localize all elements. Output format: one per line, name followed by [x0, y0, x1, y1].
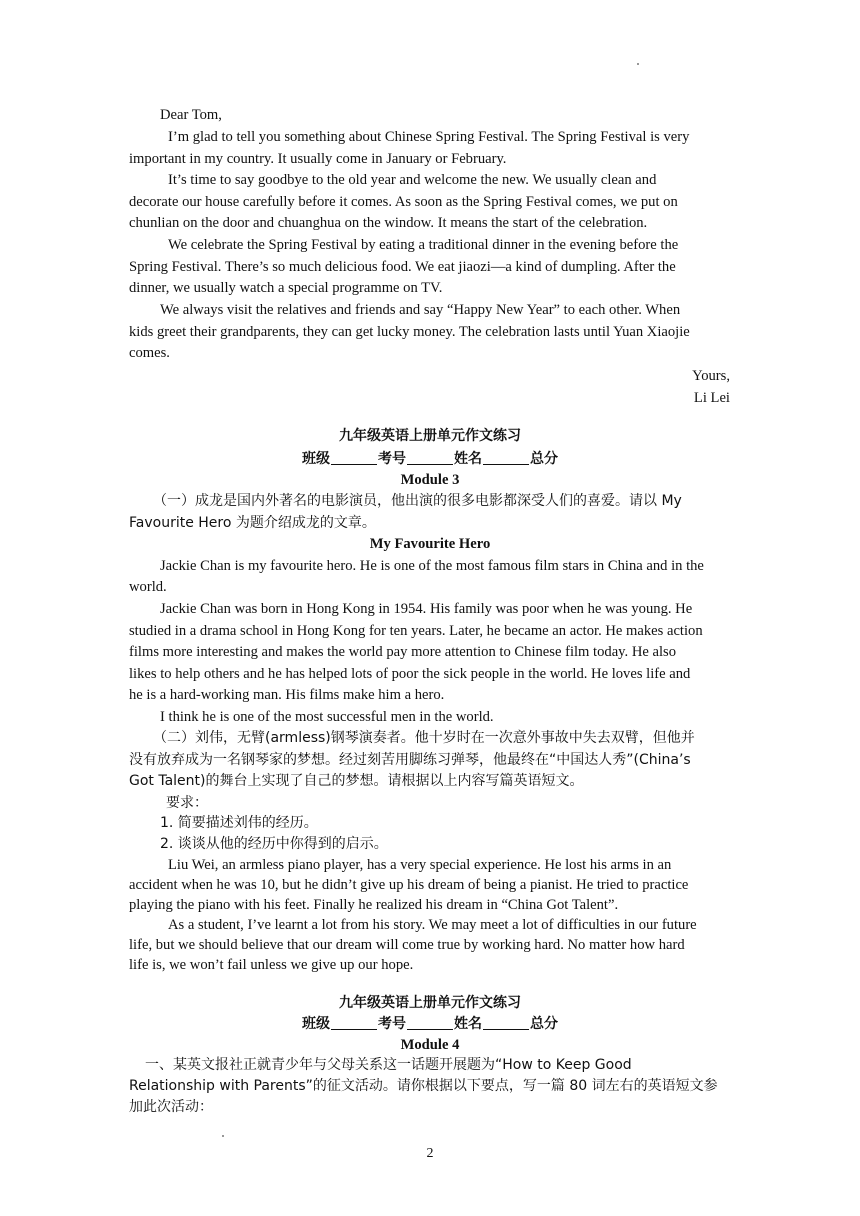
answer-text-line: accident when he was 10, but he didn’t give up his dream of being a pianist. He tried to practice: [129, 877, 689, 893]
requirements-label: 要求：: [166, 795, 208, 811]
essay-text-line: I think he is one of the most successful men in the world.: [160, 709, 494, 725]
task-prompt-line: （二）刘伟，无臂(armless)钢琴演奏者。他十岁时在一次意外事故中失去双臂，但他并: [153, 730, 695, 746]
name-label: 姓名: [454, 451, 482, 467]
class-label: 班级: [302, 451, 330, 467]
name-label: 姓名: [454, 1016, 482, 1032]
class-label: 班级: [302, 1016, 330, 1032]
answer-text-line: playing the piano with his feet. Finally he realized his dream in “China Got Talent”.: [129, 897, 619, 913]
answer-text-line: life, but we should believe that our dream will come true by working hard. No matter how hard: [129, 937, 685, 953]
letter-text-line: dinner, we usually watch a special programme on TV.: [129, 280, 443, 296]
exam-no-label: 考号: [378, 1016, 406, 1032]
task-prompt-line: 加此次活动：: [129, 1099, 213, 1115]
score-label: 总分: [530, 451, 558, 467]
task-prompt-line: Favourite Hero 为题介绍成龙的文章。: [129, 515, 376, 531]
answer-text-line: Liu Wei, an armless piano player, has a very special experience. He lost his arms in an: [168, 857, 672, 873]
task-prompt-line: 一、某英文报社正就青少年与父母关系这一话题开展题为“How to Keep Good: [145, 1057, 632, 1073]
exam-no-label: 考号: [378, 451, 406, 467]
letter-signature: Li Lei: [693, 390, 730, 406]
essay-text-line: world.: [129, 579, 167, 595]
section-title: 九年级英语上册单元作文练习: [339, 428, 521, 444]
essay-text-line: Jackie Chan was born in Hong Kong in 1954. His family was poor when he was young. He: [160, 601, 693, 617]
letter-closing: Yours,: [692, 368, 730, 384]
class-blank: [331, 450, 377, 465]
answer-text-line: life is, we won’t fail unless we give up our hope.: [129, 957, 414, 973]
score-label: 总分: [530, 1016, 558, 1032]
section-title: 九年级英语上册单元作文练习: [339, 995, 521, 1011]
task-prompt-line: Relationship with Parents”的征文活动。请你根据以下要点，写一篇 80 词左右的英语短文参: [129, 1078, 718, 1094]
letter-text-line: decorate our house carefully before it comes. As soon as the Spring Festival comes, we put on: [129, 194, 678, 210]
exam-no-blank: [407, 1015, 453, 1030]
answer-text-line: As a student, I’ve learnt a lot from his story. We may meet a lot of difficulties in our future: [168, 917, 697, 933]
task-prompt-line: （一）成龙是国内外著名的电影演员，他出演的很多电影都深受人们的喜爱。请以 My: [153, 493, 682, 509]
letter-text-line: chunlian on the door and chuanghua on the window. It means the start of the celebration.: [129, 215, 648, 231]
letter-text-line: I’m glad to tell you something about Chinese Spring Festival. The Spring Festival is very: [168, 129, 690, 145]
letter-text-line: We always visit the relatives and friends and say “Happy New Year” to each other. When: [160, 302, 681, 318]
student-info-row: [0, 1014, 860, 1035]
scan-speck: [222, 1135, 224, 1137]
letter-text-line: We celebrate the Spring Festival by eating a traditional dinner in the evening before the: [168, 237, 679, 253]
requirement-item: 1. 简要描述刘伟的经历。: [160, 815, 318, 831]
task-prompt-line: Got Talent)的舞台上实现了自己的梦想。请根据以上内容写篇英语短文。: [129, 773, 584, 789]
task-prompt-line: 没有放弃成为一名钢琴家的梦想。经过刻苦用脚练习弹琴，他最终在“中国达人秀”(China’s: [129, 752, 691, 768]
class-blank: [331, 1015, 377, 1030]
name-blank: [483, 1015, 529, 1030]
essay-text-line: Jackie Chan is my favourite hero. He is one of the most famous film stars in China and in the: [160, 558, 704, 574]
letter-text-line: important in my country. It usually come in January or February.: [129, 151, 507, 167]
module-heading: Module 4: [400, 1037, 460, 1053]
essay-text-line: he is a hard-working man. His films make him a hero.: [129, 687, 445, 703]
essay-text-line: studied in a drama school in Hong Kong for ten years. Later, he became an actor. He makes action: [129, 623, 703, 639]
student-info-row: [0, 449, 860, 470]
exam-no-blank: [407, 450, 453, 465]
module-heading: Module 3: [400, 472, 460, 488]
page-number: 2: [426, 1146, 434, 1161]
letter-text-line: Spring Festival. There’s so much delicious food. We eat jiaozi—a kind of dumpling. After the: [129, 259, 676, 275]
letter-text-line: It’s time to say goodbye to the old year and welcome the new. We usually clean and: [168, 172, 657, 188]
letter-salutation: Dear Tom,: [160, 107, 222, 123]
name-blank: [483, 450, 529, 465]
essay-text-line: films more interesting and makes the world pay more attention to Chinese film today. He also: [129, 644, 677, 660]
requirement-item: 2. 谈谈从他的经历中你得到的启示。: [160, 836, 388, 852]
essay-text-line: likes to help others and he has helped lots of poor the sick people in the world. He loves life and: [129, 666, 691, 682]
letter-text-line: kids greet their grandparents, they can get lucky money. The celebration lasts until Yuan Xiaojie: [129, 324, 690, 340]
letter-text-line: comes.: [129, 345, 170, 361]
scan-speck: [637, 63, 639, 65]
essay-title: My Favourite Hero: [369, 536, 491, 552]
